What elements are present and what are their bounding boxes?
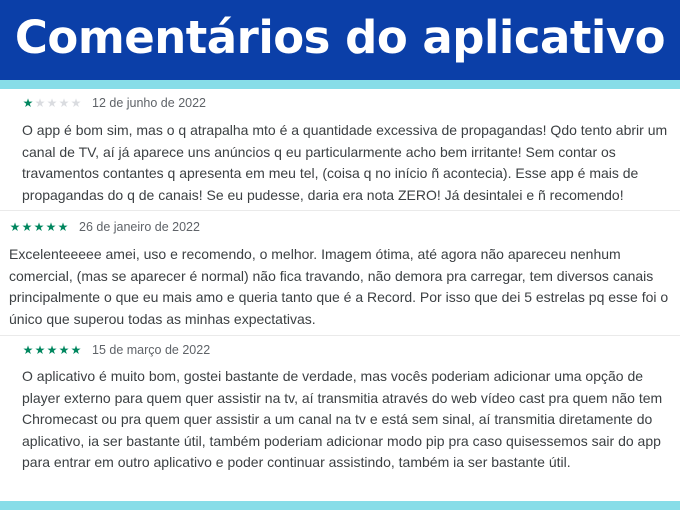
review-date: 12 de junho de 2022 <box>92 96 206 110</box>
star-filled-icon: ★ <box>57 220 69 234</box>
review-meta <box>22 95 206 111</box>
star-filled-icon: ★ <box>22 96 34 110</box>
page-title: Comentários do aplicativo <box>14 11 666 64</box>
review-card <box>0 335 680 502</box>
bottom-divider-stripe <box>0 501 680 510</box>
star-filled-icon: ★ <box>9 220 21 234</box>
review-card <box>0 89 680 210</box>
star-filled-icon: ★ <box>45 220 57 234</box>
review-meta <box>9 219 200 235</box>
star-filled-icon: ★ <box>21 220 33 234</box>
star-rating <box>22 343 82 357</box>
star-empty-icon: ★ <box>70 96 82 110</box>
star-filled-icon: ★ <box>58 343 70 357</box>
review-card <box>0 210 680 336</box>
review-text: O app é bom sim, mas o q atrapalha mto é a quantidade excessiva de propagandas! Qdo tento abrir um canal de TV, aí já aparece uns anúncios q eu particularmente acho bem irritante! Sem contar os travamentos contantes q apresenta em meu tel, (coisa q no início ñ acontecia). Esse app é mais de propagandas do q de canais! Se eu pudesse, daria era nota ZERO! Já desintalei e ñ recomendo! <box>22 122 668 203</box>
star-empty-icon: ★ <box>46 96 58 110</box>
header-banner <box>0 0 680 80</box>
star-rating <box>22 96 82 110</box>
star-empty-icon: ★ <box>34 96 46 110</box>
review-text: O aplicativo é muito bom, gostei bastante de verdade, mas vocês poderiam adicionar uma opção de player externo para quem quer assistir na tv, aí transmitia através do web vídeo cast pra quem não tem Chromecast ou pra quem quer assistir a um canal na tv e está sem sinal, aí transmitia diretamente do aplicativo, ia ser bastante útil, também poderiam adicionar modo pip pra caso quisessemos sair do app para entrar em outro aplicativo e poder continuar assistindo, também ia ser bastante útil. <box>22 368 663 470</box>
star-filled-icon: ★ <box>22 343 34 357</box>
star-filled-icon: ★ <box>70 343 82 357</box>
star-filled-icon: ★ <box>46 343 58 357</box>
star-empty-icon: ★ <box>58 96 70 110</box>
star-filled-icon: ★ <box>33 220 45 234</box>
review-meta <box>22 342 210 358</box>
star-filled-icon: ★ <box>34 343 46 357</box>
top-divider-stripe <box>0 80 680 89</box>
star-rating <box>9 220 69 234</box>
review-date: 26 de janeiro de 2022 <box>79 220 200 234</box>
review-text: Excelenteeeee amei, uso e recomendo, o melhor. Imagem ótima, até agora não apareceu nenhum comercial, (mas se aparecer é normal) não fica travando, não demora pra carregar, tem diversos canais principalmente o que eu mais amo e queria tanto que é a Record. Por isso que dei 5 estrelas pq esse foi o único que superou todas as minhas expectativas. <box>9 246 669 327</box>
review-date: 15 de março de 2022 <box>92 343 211 357</box>
